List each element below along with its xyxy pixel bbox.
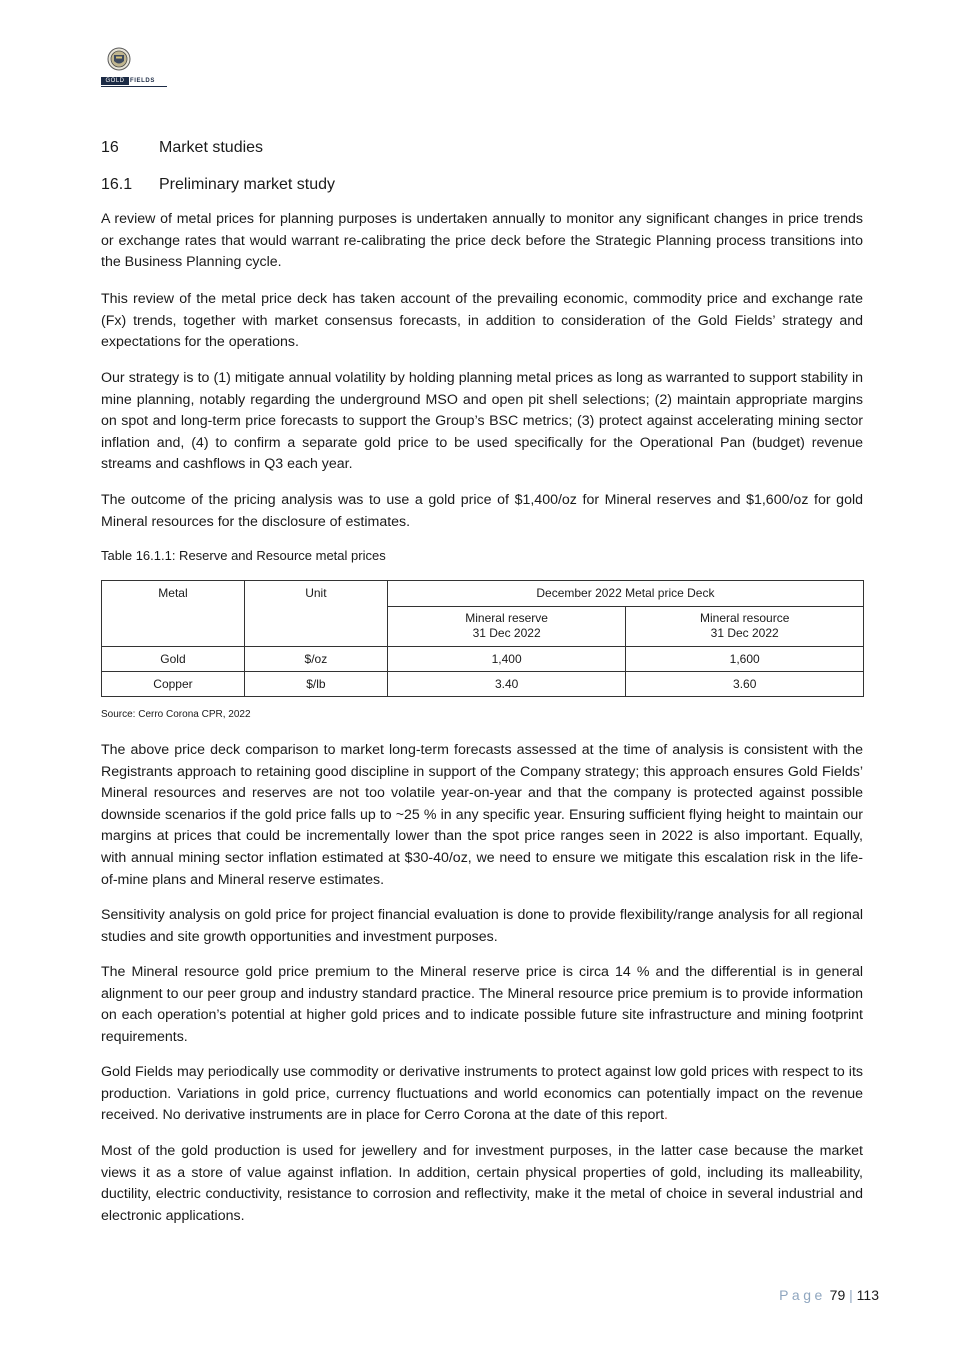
metal-prices-table <box>101 580 864 697</box>
paragraph-derivatives <box>101 1062 863 1127</box>
logo-text-gold: GOLD <box>101 77 129 85</box>
cell-unit: $/lb <box>244 672 387 697</box>
paragraph-price-deck-comparison: The above price deck comparison to market long-term forecasts assessed at the time of analysis is consistent with the Registrants approach to retaining good discipline in support of the Company strategy; this approach ensures Gold Fields’ Mineral resources and reserves are not too volatile year-on-year and that the company is protected against possible downside scenarios if the gold price falls up to ~25 % in any specific year. Ensuring sufficient flying height to maintain our margins at prices that could be incrementally lower than the spot price ranges seen in 2022 is also important. Equally, with annual mining sector inflation estimated at $30-40/oz, we need to ensure we mitigate this escalation risk in the life-of-mine plans and Mineral reserve estimates. <box>101 742 863 888</box>
table-row <box>102 647 864 672</box>
header-metal: Metal <box>102 581 245 647</box>
subsection-heading <box>101 176 335 194</box>
table-row <box>102 672 864 697</box>
page-number: 79 <box>829 1287 846 1303</box>
section-number: 16 <box>101 139 119 156</box>
paragraph-pricing-outcome: The outcome of the pricing analysis was to use a gold price of $1,400/oz for Mineral reserves and $1,600/oz for gold Mineral resources for the disclosure of estimates. <box>101 492 863 530</box>
gold-fields-crest-icon <box>107 46 131 74</box>
total-pages: 113 <box>856 1287 879 1303</box>
paragraph-price-review: A review of metal prices for planning purposes is undertaken annually to monitor any significant changes in price trends or exchange rates that would warrant re-calibrating the price deck before the Strategic Planning process transitions into the Business Planning cycle. <box>101 211 863 271</box>
gold-fields-logo <box>101 46 167 88</box>
header-reserve-label: Mineral reserve <box>465 611 548 625</box>
subsection-title: Preliminary market study <box>159 176 336 193</box>
paragraph-derivatives-end: . <box>664 1107 668 1124</box>
table-source: Source: Cerro Corona CPR, 2022 <box>101 709 251 720</box>
header-unit: Unit <box>244 581 387 647</box>
cell-reserve: 1,400 <box>387 647 626 672</box>
header-resource-date: 31 Dec 2022 <box>710 626 779 640</box>
cell-metal: Gold <box>102 647 245 672</box>
paragraph-sensitivity: Sensitivity analysis on gold price for project financial evaluation is done to provide flexibility/range analysis for all regional studies and site growth opportunities and investment purposes. <box>101 907 863 945</box>
subsection-number: 16.1 <box>101 176 133 193</box>
header-resource-label: Mineral resource <box>700 611 790 625</box>
logo-underline <box>101 86 167 87</box>
cell-metal: Copper <box>102 672 245 697</box>
cell-reserve: 3.40 <box>387 672 626 697</box>
page-footer <box>779 1287 879 1303</box>
paragraph-price-deck-review: This review of the metal price deck has taken account of the prevailing economic, commodity price and exchange rate (Fx) trends, together with market consensus forecasts, in addition to consideration of the Gold Fields’ strategy and expectations for the operations. <box>101 291 863 351</box>
section-heading <box>101 139 263 157</box>
paragraph-resource-premium: The Mineral resource gold price premium to the Mineral reserve price is circa 14 % and the differential is in general alignment to our peer group and industry standard practice. The Mineral resource price premium is to provide information on each operation’s potential at higher gold prices and to indicate possible future site infrastructure and mining footprint requirements. <box>101 964 863 1045</box>
header-price-deck: December 2022 Metal price Deck <box>387 581 863 607</box>
cell-resource: 1,600 <box>626 647 864 672</box>
paragraph-gold-uses: Most of the gold production is used for jewellery and for investment purposes, in the latter case because the market views it as a store of value against inflation. In addition, certain physical properties of gold, including its malleability, ductility, electric conductivity, resistance to corrosion and reflectivity, make it the metal of choice in several industrial and electronic applications. <box>101 1143 863 1224</box>
header-mineral-resource <box>626 607 864 647</box>
page-separator: | <box>849 1287 853 1303</box>
cell-unit: $/oz <box>244 647 387 672</box>
header-mineral-reserve <box>387 607 626 647</box>
section-title: Market studies <box>159 139 264 156</box>
paragraph-strategy: Our strategy is to (1) mitigate annual volatility by holding planning metal prices as long as warranted to support stability in mine planning, notably regarding the underground MSO and open pit shell selections; (2) maintain appropriate margins on spot and long-term price forecasts to support the Group’s BSC metrics; (3) protect against accelerating mining sector inflation and, (4) to confirm a separate gold price to be used specifically for the Operational Pan (budget) revenue streams and cashflows in Q3 each year. <box>101 370 863 473</box>
paragraph-derivatives-text: Gold Fields may periodically use commodity or derivative instruments to protect against low gold prices with respect to its production. Variations in gold price, currency fluctuations and world economics can potentially impact on the revenue received. No derivative instruments are in place for Cerro Corona at the date of this report <box>101 1064 863 1124</box>
logo-text-fields: FIELDS <box>130 78 155 84</box>
table-caption: Table 16.1.1: Reserve and Resource metal prices <box>101 548 386 563</box>
page-label: Page <box>779 1287 826 1303</box>
header-reserve-date: 31 Dec 2022 <box>472 626 541 640</box>
cell-resource: 3.60 <box>626 672 864 697</box>
